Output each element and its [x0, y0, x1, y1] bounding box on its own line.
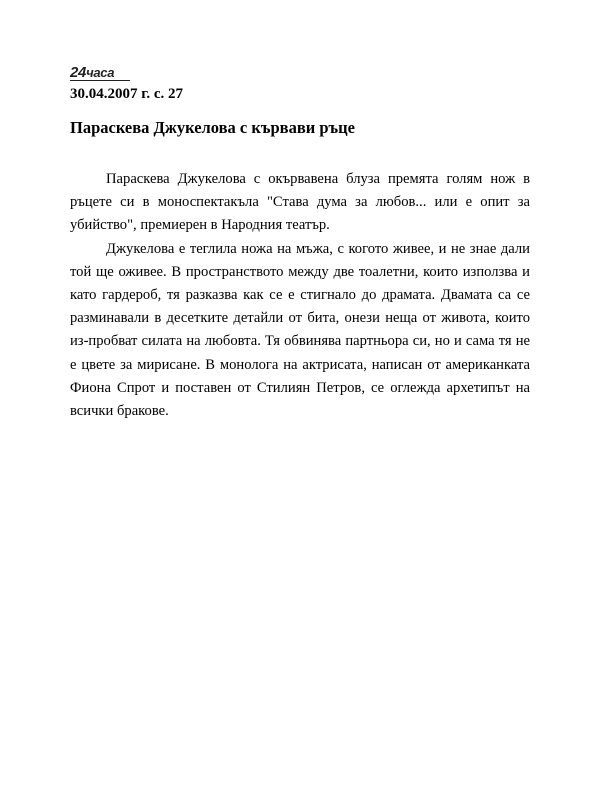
publication-date-page: 30.04.2007 г. с. 27 — [70, 86, 184, 102]
logo-number: 24 — [70, 64, 87, 81]
newspaper-logo — [70, 66, 130, 81]
article-body — [70, 168, 530, 423]
article-paragraph: Джукелова е теглила ножа на мъжа, с когото живее, и не знае дали той ще оживее. В пространството между две тоалетни, които използва и като гардероб, тя разказва как се е стигнало до драмата. Двамата са се разминавали в десетките детайли от бита, онези неща от живота, които из-пробват силата на любовта. Тя обвинява партньора си, но и сама тя не е цвете за мирисане. В монолога на актрисата, написан от американката Фиона Спрот и поставен от Стилиян Петров, се оглежда архетипът на всички бракове. — [70, 240, 530, 420]
article-paragraph: Параскева Джукелова с окървавена блуза премята голям нож в ръцете си в моноспектакъла "Става дума за любов... или е опит за убийство", премиерен в Народния театър. — [70, 171, 530, 234]
logo-word: часа — [86, 65, 115, 80]
article-title: Параскева Джукелова с кървави ръце — [70, 118, 355, 137]
